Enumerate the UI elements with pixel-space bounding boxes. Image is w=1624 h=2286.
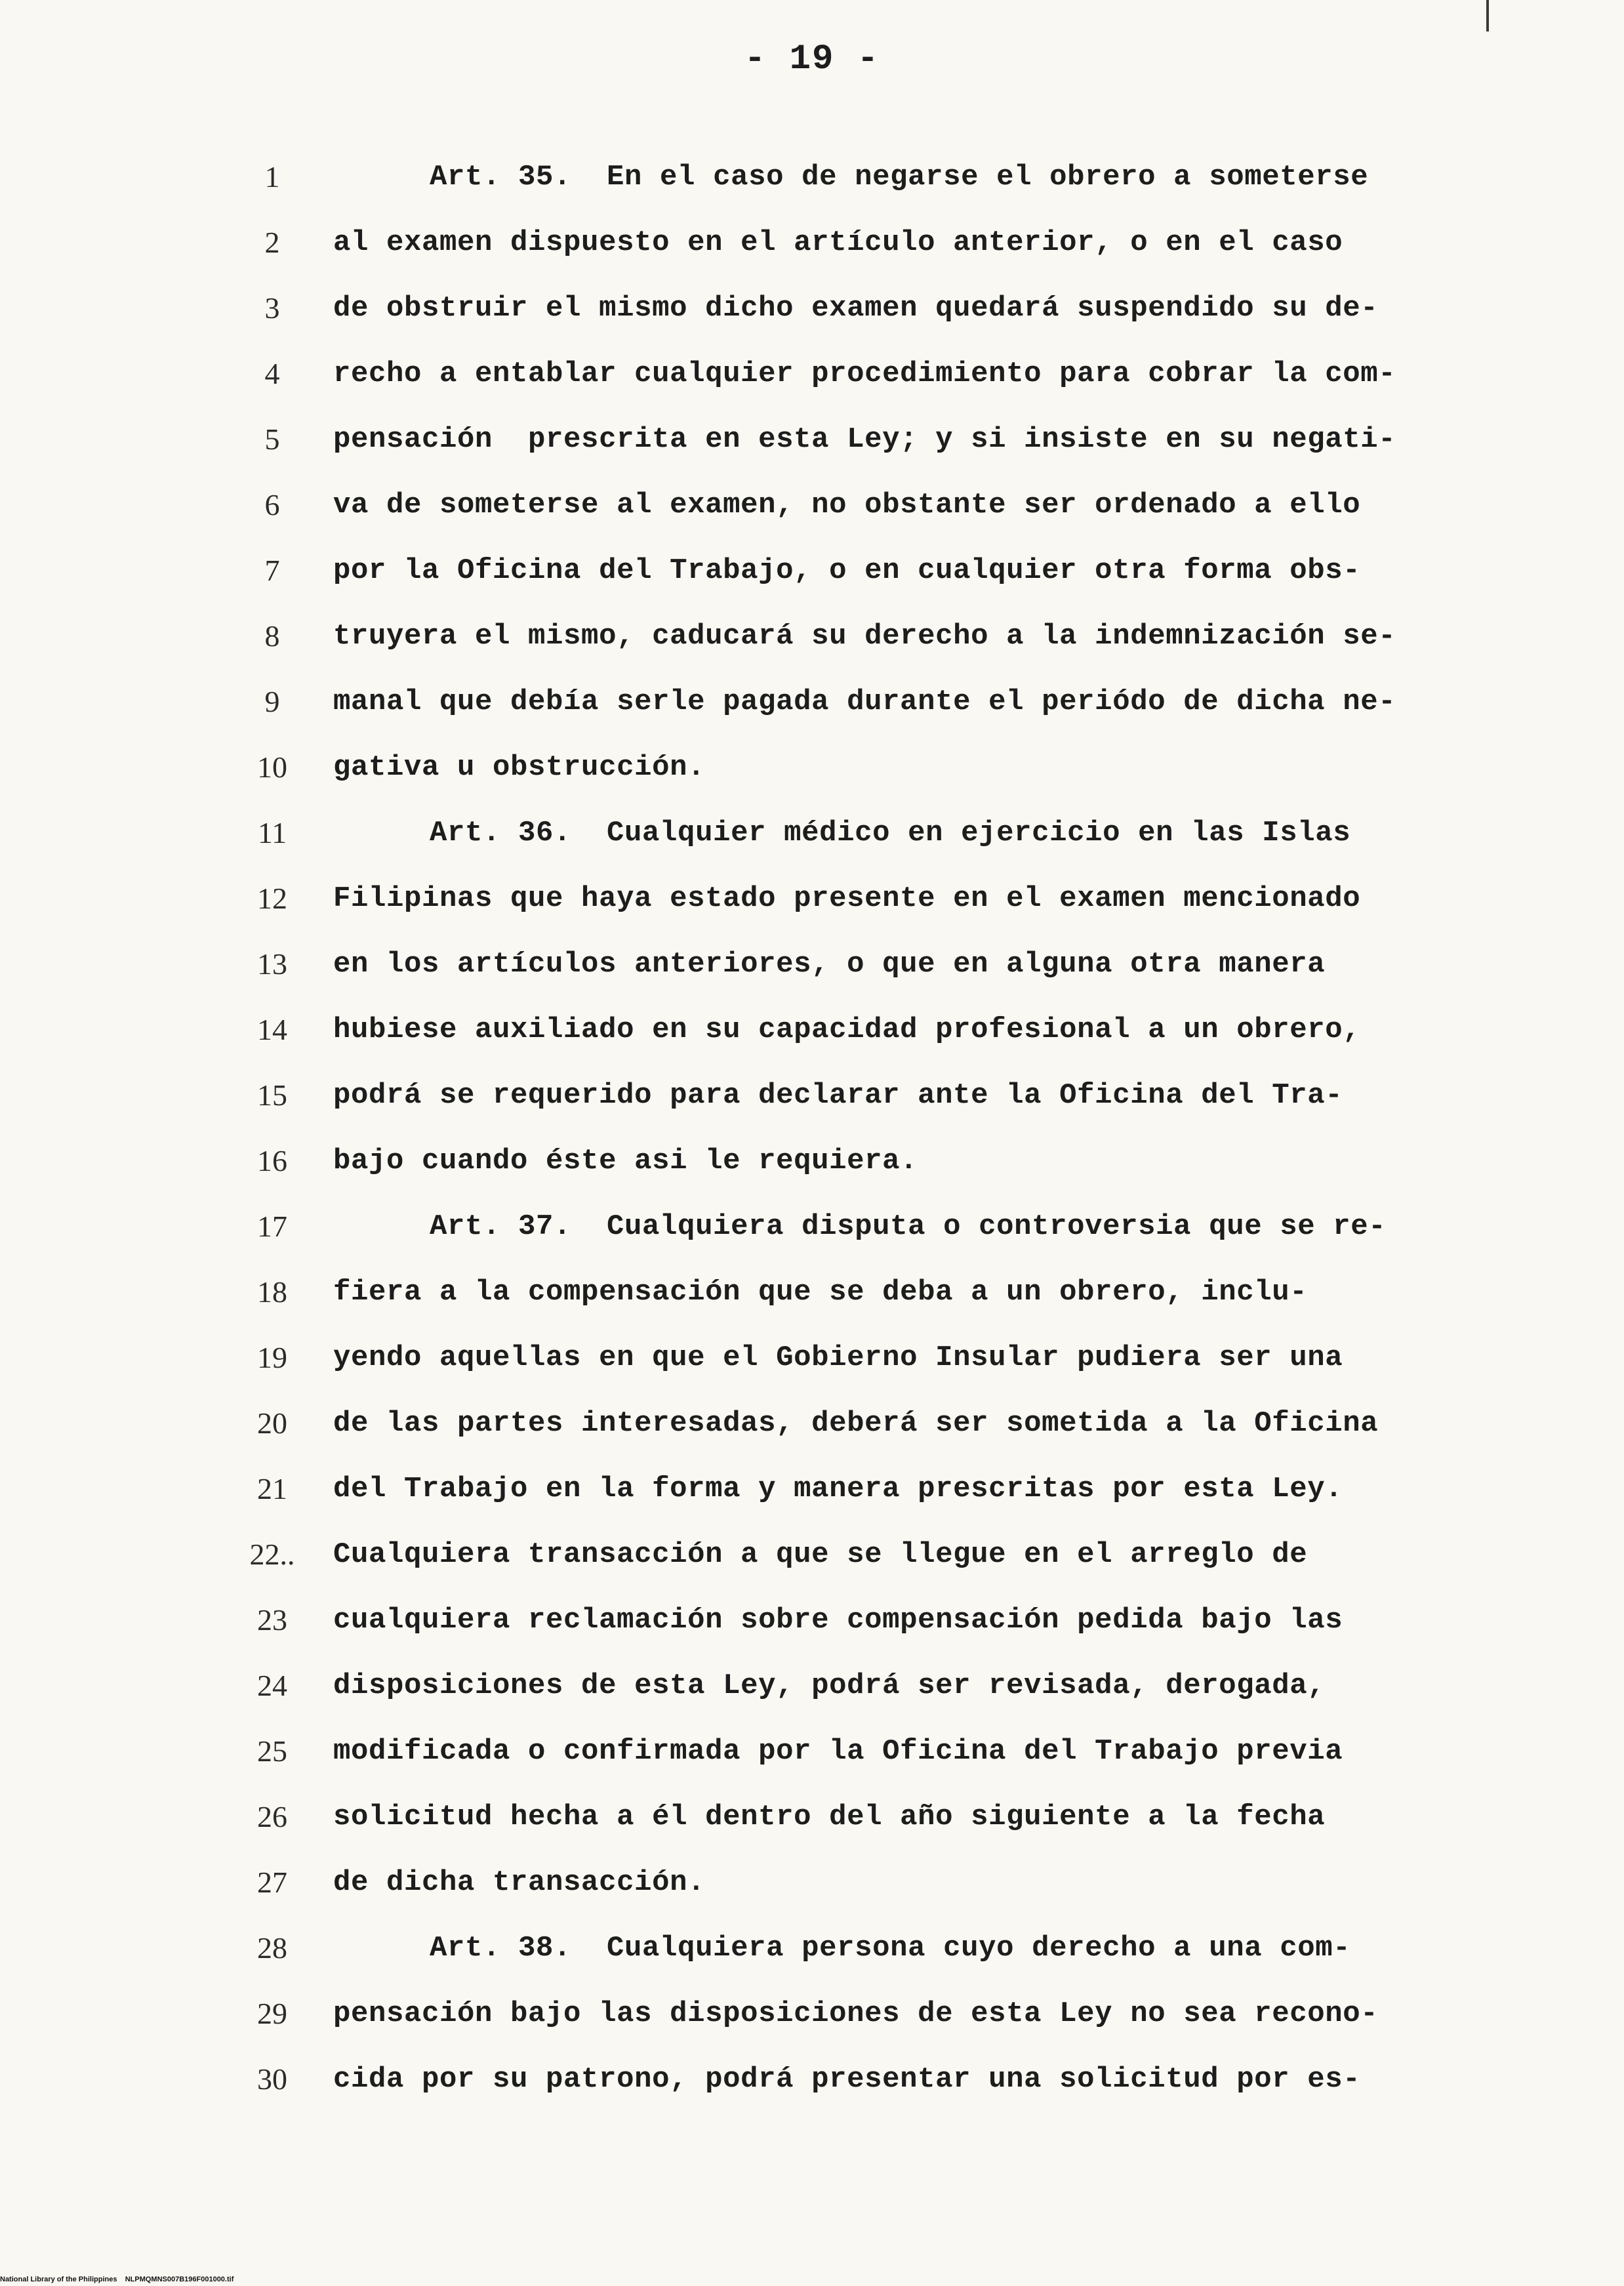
- line-number: 19: [257, 1341, 287, 1374]
- line-text: fiera a la compensación que se deba a un obrero, inclu-: [333, 1276, 1308, 1309]
- line-number: 28: [257, 1931, 287, 1965]
- line-text: Art. 36. Cualquier médico en ejercicio en las Islas: [430, 817, 1351, 849]
- line-text: Art. 37. Cualquiera disputa o controversia que se re-: [430, 1210, 1387, 1243]
- document-line: [0, 279, 1624, 344]
- line-text: podrá se requerido para declarar ante la Oficina del Tra-: [333, 1079, 1343, 1112]
- line-number: 3: [264, 291, 280, 325]
- line-number: 29: [257, 1997, 287, 2030]
- line-text: del Trabajo en la forma y manera prescritas por esta Ley.: [333, 1473, 1343, 1505]
- line-number: 25: [257, 1734, 287, 1768]
- document-line: [0, 935, 1624, 1000]
- document-line: [0, 1919, 1624, 1984]
- document-line: [0, 1263, 1624, 1328]
- line-number: 2: [264, 226, 280, 259]
- document-line: [0, 1787, 1624, 1853]
- document-line: [0, 1000, 1624, 1066]
- line-text: de obstruir el mismo dicho examen quedará suspendido su de-: [333, 292, 1379, 325]
- line-number: 30: [257, 2062, 287, 2096]
- line-text: modificada o confirmada por la Oficina del Trabajo previa: [333, 1735, 1343, 1768]
- line-text: Art. 35. En el caso de negarse el obrero a someterse: [430, 161, 1369, 194]
- document-line: [0, 541, 1624, 607]
- document-line: [0, 476, 1624, 541]
- line-number: 11: [257, 816, 287, 849]
- line-number: 14: [257, 1013, 287, 1046]
- line-number: 4: [264, 357, 280, 390]
- document-line: [0, 869, 1624, 935]
- line-text: va de someterse al examen, no obstante ser ordenado a ello: [333, 489, 1361, 521]
- document-line: [0, 1394, 1624, 1459]
- document-line: [0, 148, 1624, 213]
- document-line: [0, 1591, 1624, 1656]
- line-text: truyera el mismo, caducará su derecho a la indemnización se-: [333, 620, 1396, 653]
- document-line: [0, 1853, 1624, 1919]
- line-text: de las partes interesadas, deberá ser sometida a la Oficina: [333, 1407, 1379, 1440]
- archive-footer: National Library of the Philippines NLPMQMNS007B196F001000.tif: [0, 2276, 234, 2283]
- line-text: al examen dispuesto en el artículo anterior, o en el caso: [333, 226, 1343, 259]
- document-line: [0, 1066, 1624, 1132]
- line-text: por la Oficina del Trabajo, o en cualquier otra forma obs-: [333, 554, 1361, 587]
- document-line: [0, 344, 1624, 410]
- document-line: [0, 804, 1624, 869]
- document-line: [0, 1328, 1624, 1394]
- line-text: yendo aquellas en que el Gobierno Insular pudiera ser una: [333, 1341, 1343, 1374]
- line-text: pensación prescrita en esta Ley; y si insiste en su negati-: [333, 423, 1396, 456]
- document-line: [0, 607, 1624, 672]
- line-number: 18: [257, 1275, 287, 1309]
- line-text: hubiese auxiliado en su capacidad profesional a un obrero,: [333, 1013, 1361, 1046]
- document-line: [0, 1197, 1624, 1263]
- line-number: 15: [257, 1078, 287, 1112]
- line-text: de dicha transacción.: [333, 1866, 706, 1899]
- document-line: [0, 1722, 1624, 1787]
- document-line: [0, 1656, 1624, 1722]
- document-line: [0, 1132, 1624, 1197]
- line-number: 26: [257, 1800, 287, 1833]
- line-number: 24: [257, 1669, 287, 1702]
- line-text: recho a entablar cualquier procedimiento para cobrar la com-: [333, 357, 1396, 390]
- document-line: [0, 1459, 1624, 1525]
- line-text: en los artículos anteriores, o que en alguna otra manera: [333, 948, 1326, 981]
- line-text: disposiciones de esta Ley, podrá ser revisada, derogada,: [333, 1669, 1326, 1702]
- line-number: 22..: [249, 1538, 295, 1571]
- line-text: bajo cuando éste asi le requiera.: [333, 1145, 918, 1177]
- page-number: - 19 -: [744, 39, 880, 79]
- document-line: [0, 213, 1624, 279]
- line-number: 7: [264, 554, 280, 587]
- line-number: 13: [257, 947, 287, 981]
- line-text: pensación bajo las disposiciones de esta Ley no sea recono-: [333, 1997, 1379, 2030]
- document-line: [0, 410, 1624, 476]
- line-text: gativa u obstrucción.: [333, 751, 706, 784]
- document-line: [0, 672, 1624, 738]
- line-text: Filipinas que haya estado presente en el examen mencionado: [333, 882, 1361, 915]
- document-line: [0, 1984, 1624, 2050]
- line-number: 23: [257, 1603, 287, 1637]
- line-number: 20: [257, 1406, 287, 1440]
- line-text: cida por su patrono, podrá presentar una solicitud por es-: [333, 2063, 1361, 2096]
- line-number: 21: [257, 1472, 287, 1505]
- line-number: 1: [264, 160, 280, 194]
- line-number: 10: [257, 750, 287, 784]
- line-number: 5: [264, 422, 280, 456]
- document-line: [0, 738, 1624, 804]
- line-number: 6: [264, 488, 280, 521]
- line-number: 9: [264, 685, 280, 718]
- line-text: cualquiera reclamación sobre compensación pedida bajo las: [333, 1604, 1343, 1637]
- line-number: 17: [257, 1210, 287, 1243]
- line-number: 8: [264, 619, 280, 653]
- line-text: solicitud hecha a él dentro del año siguiente a la fecha: [333, 1801, 1326, 1833]
- document-line: [0, 2050, 1624, 2115]
- line-text: manal que debía serle pagada durante el periódo de dicha ne-: [333, 685, 1396, 718]
- line-number: 12: [257, 882, 287, 915]
- line-number: 16: [257, 1144, 287, 1177]
- document-line: [0, 1525, 1624, 1591]
- line-text: Art. 38. Cualquiera persona cuyo derecho a una com-: [430, 1932, 1351, 1965]
- page-edge-mark: [1486, 0, 1489, 31]
- line-text: Cualquiera transacción a que se llegue en el arreglo de: [333, 1538, 1308, 1571]
- line-number: 27: [257, 1866, 287, 1899]
